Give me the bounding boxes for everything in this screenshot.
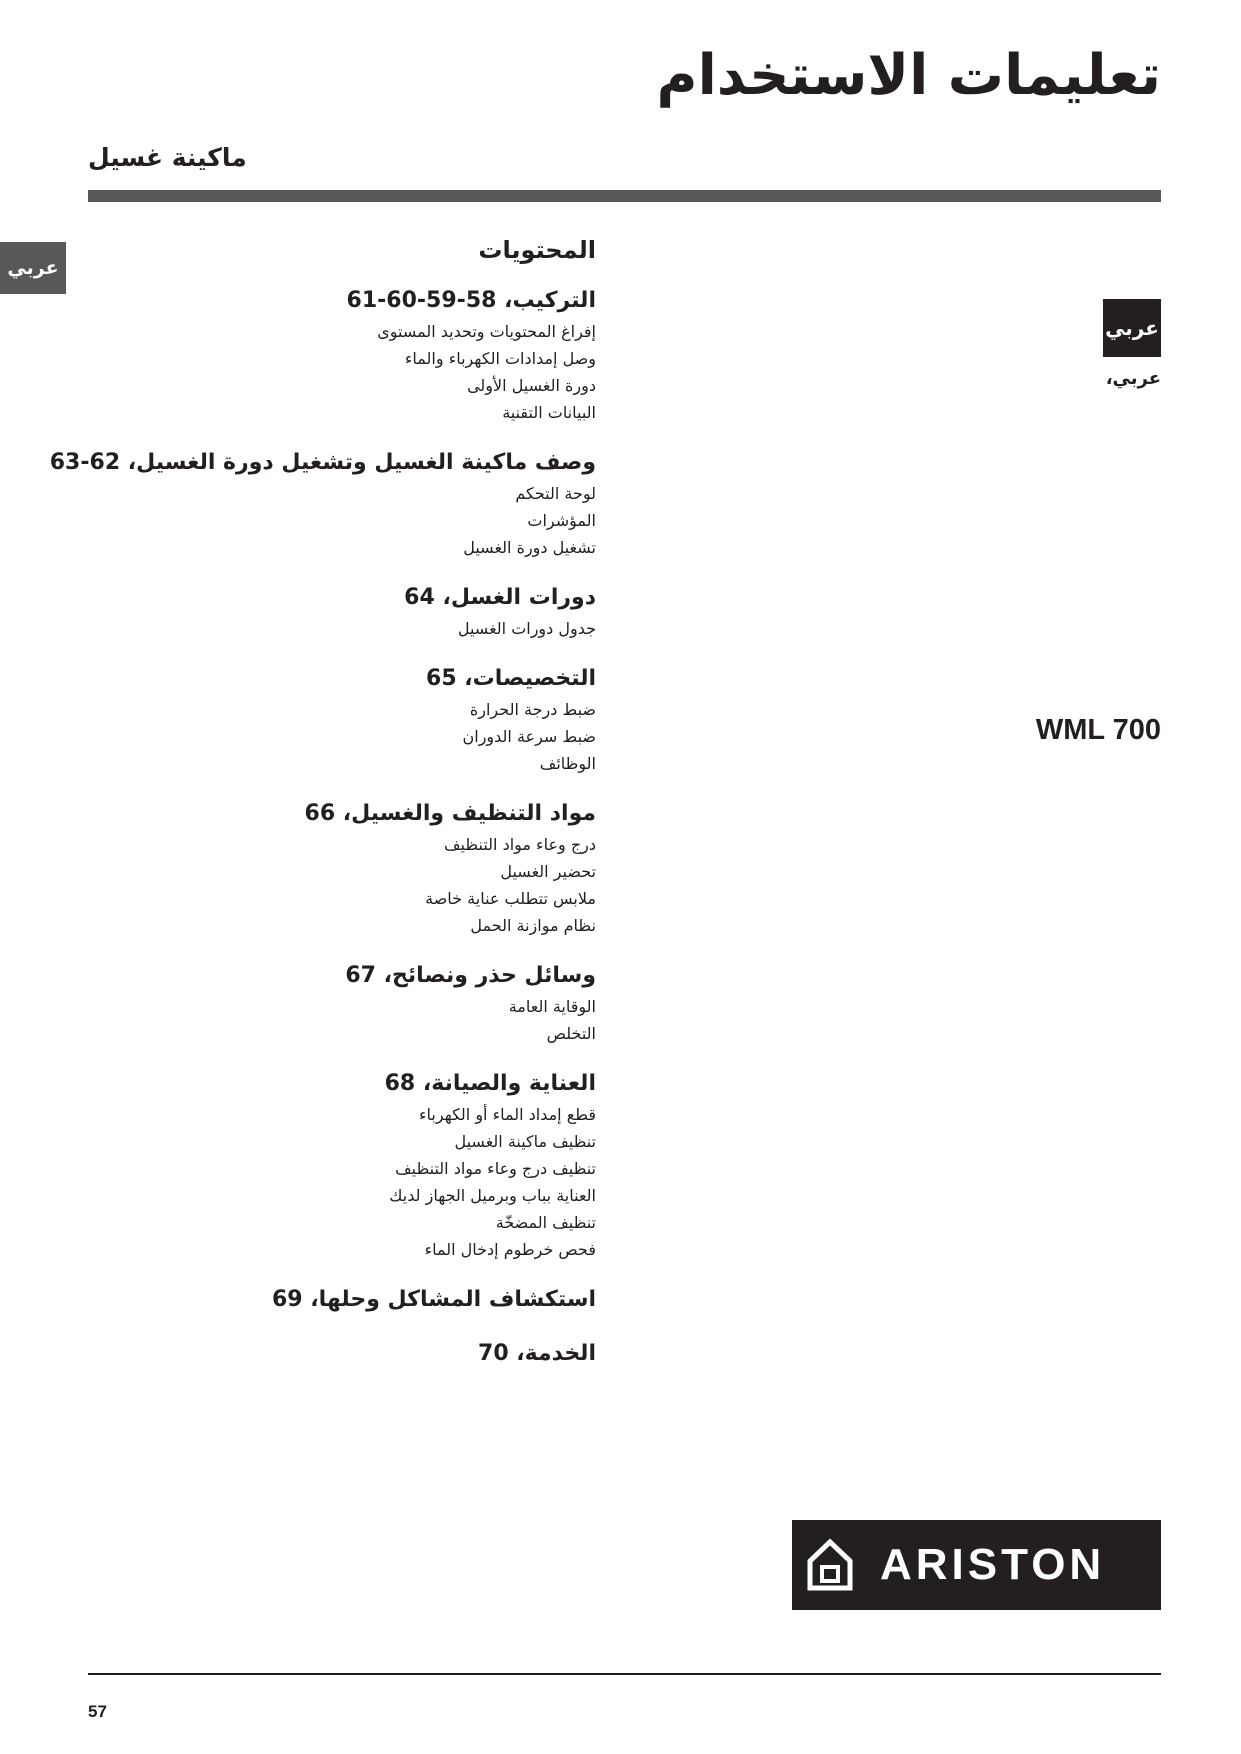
toc-heading: المحتويات [478,236,596,264]
toc-item[interactable]: ضبط درجة الحرارة [469,700,596,719]
toc-item[interactable]: لوحة التحكم [515,484,596,503]
toc-section-title[interactable]: وسائل حذر ونصائح، 67 [345,963,596,988]
page-number: 57 [88,1702,107,1721]
toc-section-title[interactable]: الخدمة، 70 [478,1341,596,1366]
language-link[interactable]: عربي، [1105,368,1161,389]
toc-section [0,1337,596,1371]
footer-divider [88,1673,1161,1675]
document-subtitle: ماكينة غسيل [88,143,247,172]
header-divider [88,190,1161,202]
toc-item[interactable]: المؤشرات [527,511,596,530]
toc-section-title[interactable]: دورات الغسل، 64 [404,585,596,610]
toc-section [0,446,596,561]
toc-item[interactable]: تنظيف ماكينة الغسيل [454,1132,596,1151]
language-side-tab: عربي [0,242,66,294]
toc-item[interactable]: ملابس تتطلب عناية خاصة [425,889,596,908]
toc-item[interactable]: الوقاية العامة [508,997,596,1016]
house-icon [806,1537,854,1593]
ariston-logo [792,1520,1161,1610]
toc-section [0,662,596,777]
toc-item[interactable]: وصل إمدادات الكهرباء والماء [404,349,596,368]
toc-item[interactable]: درج وعاء مواد التنظيف [443,835,596,854]
toc-item[interactable]: نظام موازنة الحمل [470,916,596,935]
toc-section-title[interactable]: العناية والصيانة، 68 [384,1071,596,1096]
document-title: تعليمات الاستخدام [656,43,1161,108]
toc-section [0,1067,596,1263]
toc-section [0,284,596,426]
table-of-contents [0,232,596,1391]
model-number: WML 700 [1035,714,1161,746]
toc-item[interactable]: تنظيف درج وعاء مواد التنظيف [395,1159,596,1178]
toc-section [0,1283,596,1317]
toc-item[interactable]: إفراغ المحتويات وتحديد المستوى [377,322,596,341]
toc-section-title[interactable]: التركيب، 58-59-60-61 [346,288,596,313]
toc-item[interactable]: الوظائف [539,754,596,773]
toc-item[interactable]: تحضير الغسيل [500,862,596,881]
toc-item[interactable]: جدول دورات الغسيل [457,619,596,638]
toc-section-title[interactable]: مواد التنظيف والغسيل، 66 [304,801,596,826]
toc-section-title[interactable]: استكشاف المشاكل وحلها، 69 [271,1287,596,1312]
toc-section [0,581,596,642]
toc-section [0,797,596,939]
toc-item[interactable]: البيانات التقنية [502,403,596,422]
toc-item[interactable]: دورة الغسيل الأولى [467,376,596,395]
toc-item[interactable]: قطع إمداد الماء أو الكهرباء [419,1105,596,1124]
toc-item[interactable]: تنظيف المضخّة [495,1213,596,1232]
toc-item[interactable]: العناية بباب وبرميل الجهاز لديك [389,1186,596,1205]
toc-section [0,959,596,1047]
toc-item[interactable]: تشغيل دورة الغسيل [463,538,596,557]
toc-item[interactable]: ضبط سرعة الدوران [462,727,596,746]
language-box: عربي [1103,299,1161,357]
logo-wordmark: ARISTON [880,1540,1106,1589]
toc-item[interactable]: التخلص [546,1024,596,1043]
toc-item[interactable]: فحص خرطوم إدخال الماء [424,1240,596,1259]
toc-section-title[interactable]: التخصيصات، 65 [426,666,596,691]
toc-section-title[interactable]: وصف ماكينة الغسيل وتشغيل دورة الغسيل، 62-63 [49,450,596,475]
